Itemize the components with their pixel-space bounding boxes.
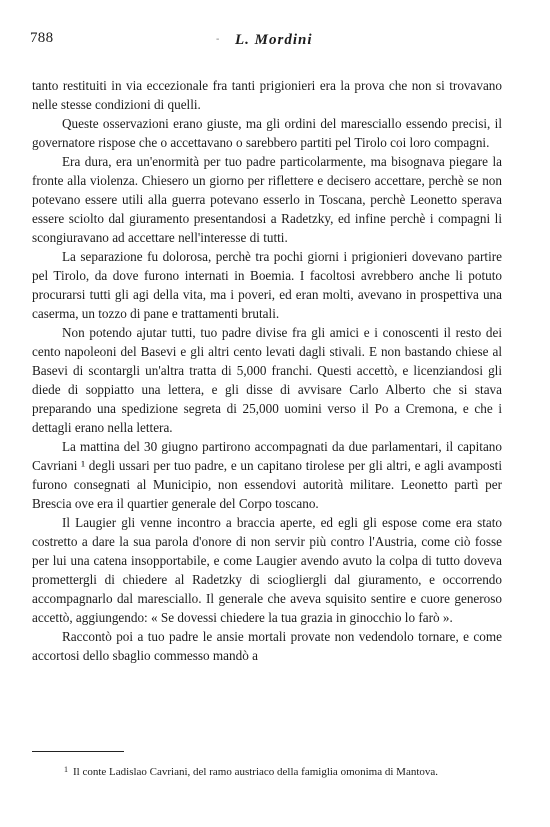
- paragraph: Raccontò poi a tuo padre le ansie mortali provate non vedendolo tornare, e come accortosi dello sbaglio commesso mandò a: [32, 629, 502, 663]
- paragraph: La separazione fu dolorosa, perchè tra pochi giorni i prigionieri dovevano partire pel Tirolo, da dove furono internati in Boemia. I facoltosi avrebbero anche li potuto procurarsi tutti gli agi della vita, ma i poveri, ed eran molti, avevano in prospettiva una caserma, un tozzo di pane e trattamenti brutali.: [32, 249, 502, 321]
- footnote-marker: 1: [64, 765, 68, 774]
- running-header: [30, 30, 510, 52]
- footnote-text: Il conte Ladislao Cavriani, del ramo austriaco della famiglia omonima di Mantova.: [73, 766, 439, 778]
- running-head-author: L. Mordini: [235, 32, 313, 48]
- footnote: [32, 760, 502, 782]
- header-mark: -: [216, 34, 220, 45]
- paragraph: Non potendo ajutar tutti, tuo padre divise fra gli amici e i conoscenti il resto dei cento napoleoni del Basevi e gli altri cento levati dagli stivali. E non bastando chiese al Basevi di scontargli un'altra tratta di 5,000 franchi. Questi accettò, e licenziandosi gli diede di soppiatto una lettera, e gli disse di avvisare Carlo Alberto che si stava preparando una spedizione segreta di 25,000 uomini verso il Po a Cremona, e che i dettagli erano nella lettera.: [32, 325, 502, 435]
- page-number: 788: [30, 30, 54, 46]
- paragraph: tanto restituiti in via eccezionale fra tanti prigionieri era la prova che non si trovavano nelle stesse condizioni di quelli.: [32, 78, 502, 112]
- page-body: [32, 76, 502, 665]
- paragraph: Era dura, era un'enormità per tuo padre particolarmente, ma bisognava piegare la fronte alla violenza. Chiesero un giorno per riflettere e decisero accettare, perchè se non potevano essere utili alla guerra potevano esserlo in Toscana, perchè Leonetto sperava essere sciolto dal giuramento presentandosi a Radetzky, ed infine perchè i compagni li scongiuravano ad accettare nell'interesse di tutti.: [32, 154, 502, 245]
- footnote-rule: [32, 751, 124, 752]
- paragraph: Il Laugier gli venne incontro a braccia aperte, ed egli gli espose come era stato costretto a dare la sua parola d'onore di non servir più contro l'Austria, come ciò fosse per lui una catena insopportabile, e come Laugier avendo avuto la colpa di tutto doveva promettergli di chiedere al Radetzky di sciogliergli dal giuramento, e occorrendo accompagnarlo dal maresciallo. Il generale che aveva squisito sentire e cuore generoso accettò, aggiungendo: « Se dovessi chiedere la tua grazia in ginocchio lo farò ».: [32, 515, 502, 625]
- paragraph: La mattina del 30 giugno partirono accompagnati da due parlamentari, il capitano Cavriani ¹ degli ussari per tuo padre, e un capitano tirolese per gli altri, e agli avamposti furono consegnati al Municipio, non essendovi autorità militare. Leonetto partì per Brescia ove era il quartier generale del Corpo toscano.: [32, 439, 502, 511]
- paragraph: Queste osservazioni erano giuste, ma gli ordini del maresciallo essendo precisi, il governatore rispose che o accettavano o sarebbero partiti pel Tirolo coi loro compagni.: [32, 116, 502, 150]
